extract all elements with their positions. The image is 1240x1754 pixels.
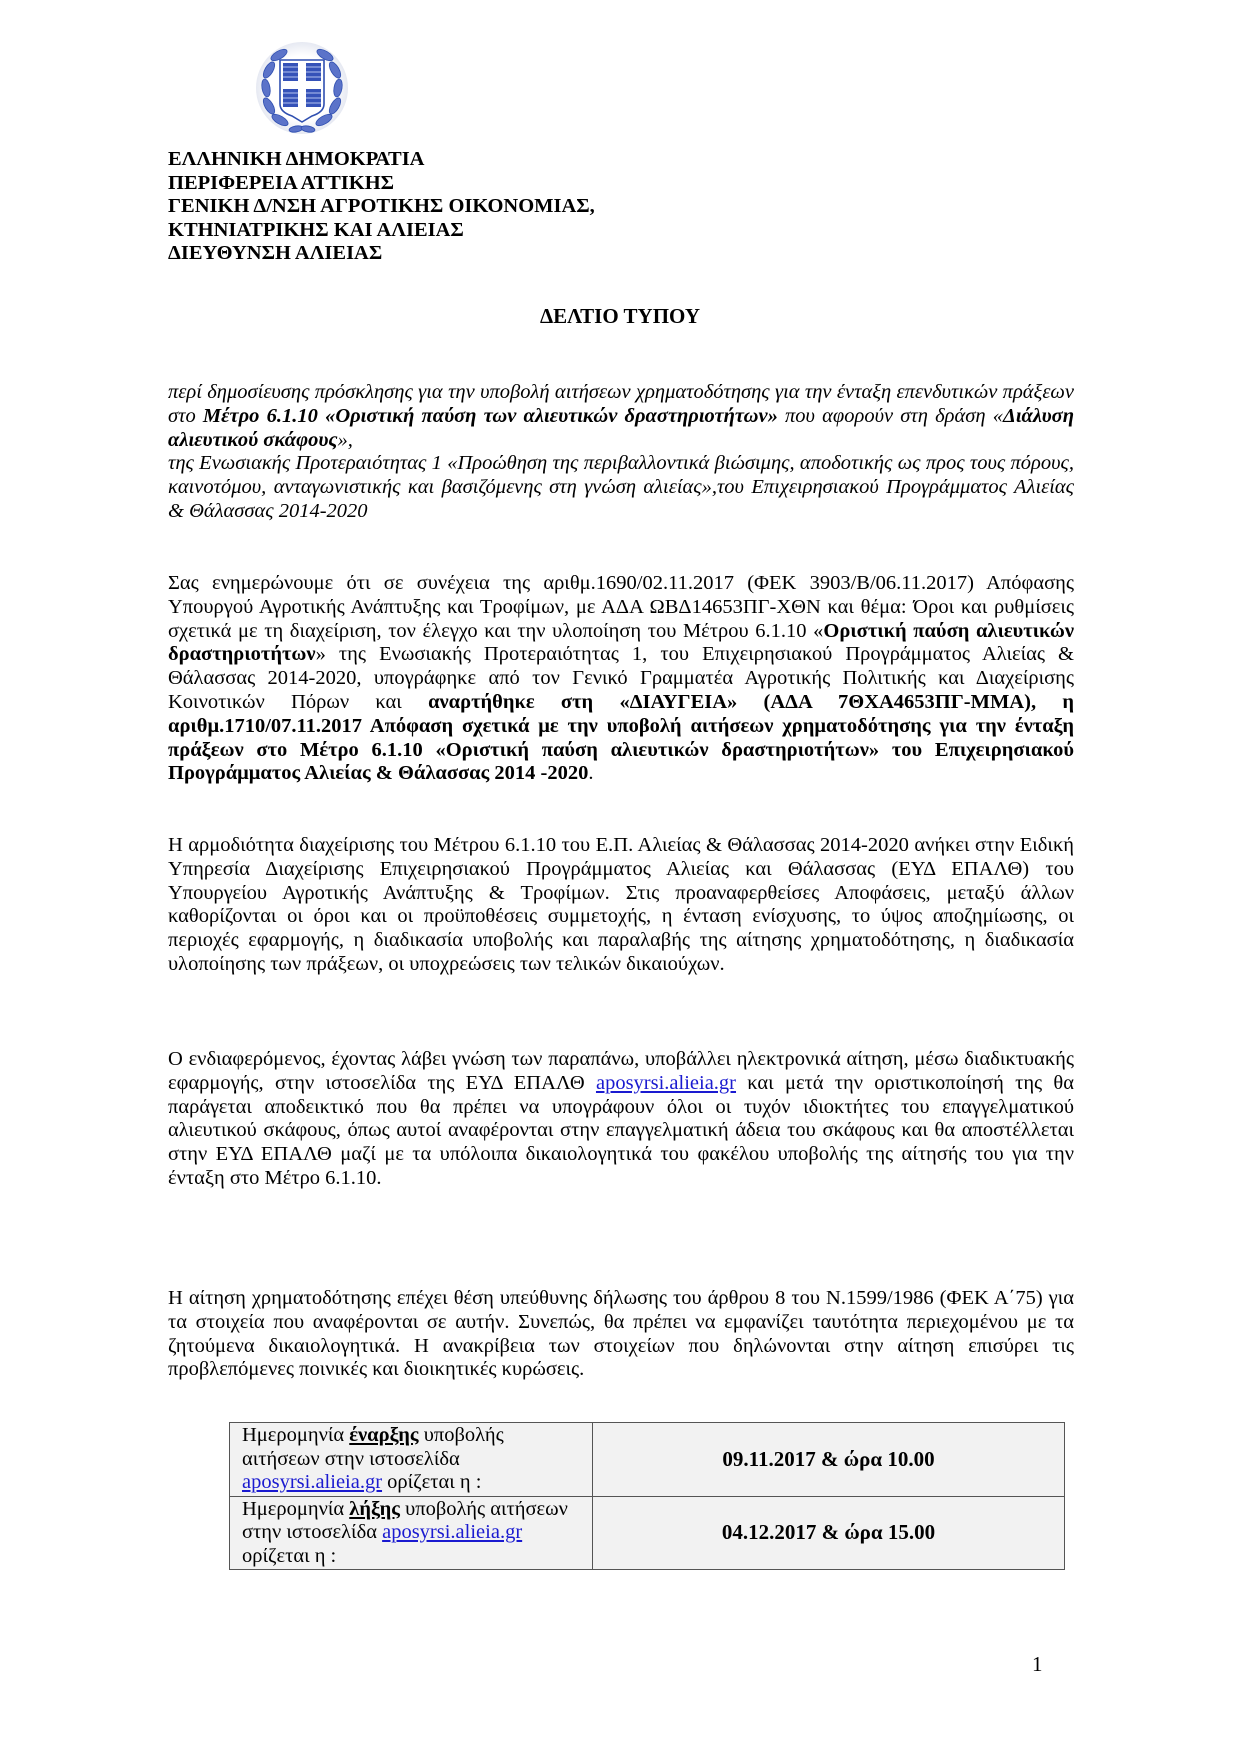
issuing-authority-header	[168, 148, 595, 266]
greek-coat-of-arms-icon	[252, 38, 352, 138]
intro-paragraph: περί δημοσίευσης πρόσκλησης για την υποβολή αιτήσεων χρηματοδότησης για την ένταξη επενδυτικών πράξεων στο Μέτρο 6.1.10 «Οριστική παύση των αλιευτικών δραστηριοτήτων» που αφορούν στη δράση «Διάλυση αλιευτικού σκάφους», της Ενωσιακής Προτεραιότητας 1 «Προώθηση της περιβαλλοντικά βιώσιμης, αποδοτικής ως προς τους πόρους, καινοτόμου, ανταγωνιστικής και βασιζόμενης στη γνώση αλιείας»,του Επιχειρησιακού Προγράμματος Αλιείας & Θάλασσας 2014-2020	[168, 381, 1074, 522]
paragraph-application: Ο ενδιαφερόμενος, έχοντας λάβει γνώση των παραπάνω, υποβάλλει ηλεκτρονικά αίτηση, μέσω διαδικτυακής εφαρμογής, στην ιστοσελίδα της ΕΥΔ ΕΠΑΛΘ aposyrsi.alieia.gr και μετά την οριστικοποίησή της θα παράγεται αποδεικτικό που θα πρέπει να υπογράφουν όλοι οι τυχόν ιδιοκτήτες του επαγγελματικού αλιευτικού σκάφους, όπως αυτοί αναφέρονται στην επαγγελματική άδεια του σκάφους και θα αποστέλλεται στην ΕΥΔ ΕΠΑΛΘ μαζί με τα υπόλοιπα δικαιολογητικά του φακέλου υποβολής της αίτησής του για την ένταξη στο Μέτρο 6.1.10.	[168, 1048, 1074, 1189]
start-date-value: 09.11.2017 & ώρα 10.00	[593, 1423, 1065, 1497]
table-row-end-date	[230, 1496, 1065, 1570]
header-line-directorate-general: ΓΕΝΙΚΗ Δ/ΝΣΗ ΑΓΡΟΤΙΚΗΣ ΟΙΚΟΝΟΜΙΑΣ,	[168, 195, 595, 217]
document-title: ΔΕΛΤΙΟ ΤΥΠΟΥ	[539, 304, 701, 328]
submission-dates-table	[229, 1422, 1065, 1570]
action-name: Διάλυση αλιευτικού σκάφους	[168, 404, 1074, 451]
paragraph-responsibility: Η αρμοδιότητα διαχείρισης του Μέτρου 6.1.10 του Ε.Π. Αλιείας & Θάλασσας 2014-2020 ανήκει στην Ειδική Υπηρεσία Διαχείρισης Επιχειρησιακού Προγράμματος Αλιείας και Θάλασσας (ΕΥΔ ΕΠΑΛΘ) του Υπουργείου Αγροτικής Ανάπτυξης & Τροφίμων. Στις προαναφερθείσες Αποφάσεις, μεταξύ άλλων καθορίζονται οι όροι και οι προϋποθέσεις συμμετοχής, η ένταση ενίσχυσης, το ύψος αποζημίωσης, οι περιοχές εφαρμογής, η διαδικασία υποβολής και παραλαβής της αίτησης χρηματοδότησης, η διαδικασία υλοποίησης των πράξεων, οι υποχρεώσεις των τελικών δικαιούχων.	[168, 834, 1074, 975]
aposyrsi-link[interactable]: aposyrsi.alieia.gr	[242, 1471, 383, 1493]
start-date-label: Ημερομηνία έναρξης υποβολής αιτήσεων στην ιστοσελίδα aposyrsi.alieia.gr ορίζεται η :	[230, 1423, 593, 1497]
page-number: 1	[1032, 1652, 1043, 1676]
end-date-value: 04.12.2017 & ώρα 15.00	[593, 1496, 1065, 1570]
measure-name: Μέτρο 6.1.10 «Οριστική παύση των αλιευτικών δραστηριοτήτων»	[202, 404, 778, 427]
aposyrsi-link[interactable]: aposyrsi.alieia.gr	[595, 1071, 737, 1094]
paragraph-decision: Σας ενημερώνουμε ότι σε συνέχεια της αριθμ.1690/02.11.2017 (ΦΕΚ 3903/Β/06.11.2017) Απόφασης Υπουργού Αγροτικής Ανάπτυξης και Τροφίμων, με ΑΔΑ ΩΒΔ14653ΠΓ-ΧΘΝ και θέμα: Όροι και ρυθμίσεις σχετικά με τη διαχείριση, τον έλεγχο και την υλοποίηση του Μέτρου 6.1.10 «Οριστική παύση αλιευτικών δραστηριοτήτων» της Ενωσιακής Προτεραιότητας 1, του Επιχειρησιακού Προγράμματος Αλιείας & Θάλασσας 2014-2020, υπογράφηκε από τον Γενικό Γραμματέα Αγροτικής Πολιτικής και Διαχείρισης Κοινοτικών Πόρων και αναρτήθηκε στη «ΔΙΑΥΓΕΙΑ» (ΑΔΑ 7ΘΧΑ4653ΠΓ-ΜΜΑ), η αριθμ.1710/07.11.2017 Απόφαση σχετικά με την υποβολή αιτήσεων χρηματοδότησης για την ένταξη πράξεων στο Μέτρο 6.1.10 «Οριστική παύση αλιευτικών δραστηριοτήτων» του Επιχειρησιακού Προγράμματος Αλιείας & Θάλασσας 2014 -2020.	[168, 572, 1074, 785]
header-line-directorate-general-cont: ΚΤΗΝΙΑΤΡΙΚΗΣ ΚΑΙ ΑΛΙΕΙΑΣ	[168, 218, 464, 241]
end-date-label: Ημερομηνία λήξης υποβολής αιτήσεων στην ιστοσελίδα aposyrsi.alieia.gr ορίζεται η :	[230, 1496, 593, 1570]
header-line-directorate: ΔΙΕΥΘΥΝΣΗ ΑΛΙΕΙΑΣ	[168, 242, 383, 264]
header-line-republic: ΕΛΛΗΝΙΚΗ ΔΗΜΟΚΡΑΤΙΑ	[168, 148, 425, 170]
header-line-region: ΠΕΡΙΦΕΡΕΙΑ ΑΤΤΙΚΗΣ	[168, 171, 395, 194]
aposyrsi-link[interactable]: aposyrsi.alieia.gr	[382, 1521, 523, 1543]
paragraph-declaration: Η αίτηση χρηματοδότησης επέχει θέση υπεύθυνης δήλωσης του άρθρου 8 του Ν.1599/1986 (ΦΕΚ Α΄75) για τα στοιχεία που αναφέρονται σε αυτήν. Συνεπώς, θα πρέπει να εμφανίζει ταυτότητα περιεχομένου με τα ζητούμενα δικαιολογητικά. Η ανακρίβεια των στοιχείων που δηλώνονται στην αίτηση επισύρει τις προβλεπόμενες ποινικές και διοικητικές κυρώσεις.	[168, 1287, 1074, 1381]
diavgeia-posting: αναρτήθηκε στη «ΔΙΑΥΓΕΙΑ» (ΑΔΑ 7ΘΧΑ4653ΠΓ-ΜΜΑ), η αριθμ.1710/07.11.2017 Απόφαση σχετικά με την υποβολή αιτήσεων χρηματοδότησης για την ένταξη πράξεων στο Μέτρο 6.1.10 «Οριστική παύση αλιευτικών δραστηριοτήτων» του Επιχειρησιακού Προγράμματος Αλιείας & Θάλασσας 2014 -2020	[168, 690, 1074, 785]
table-row-start-date	[230, 1423, 1065, 1497]
